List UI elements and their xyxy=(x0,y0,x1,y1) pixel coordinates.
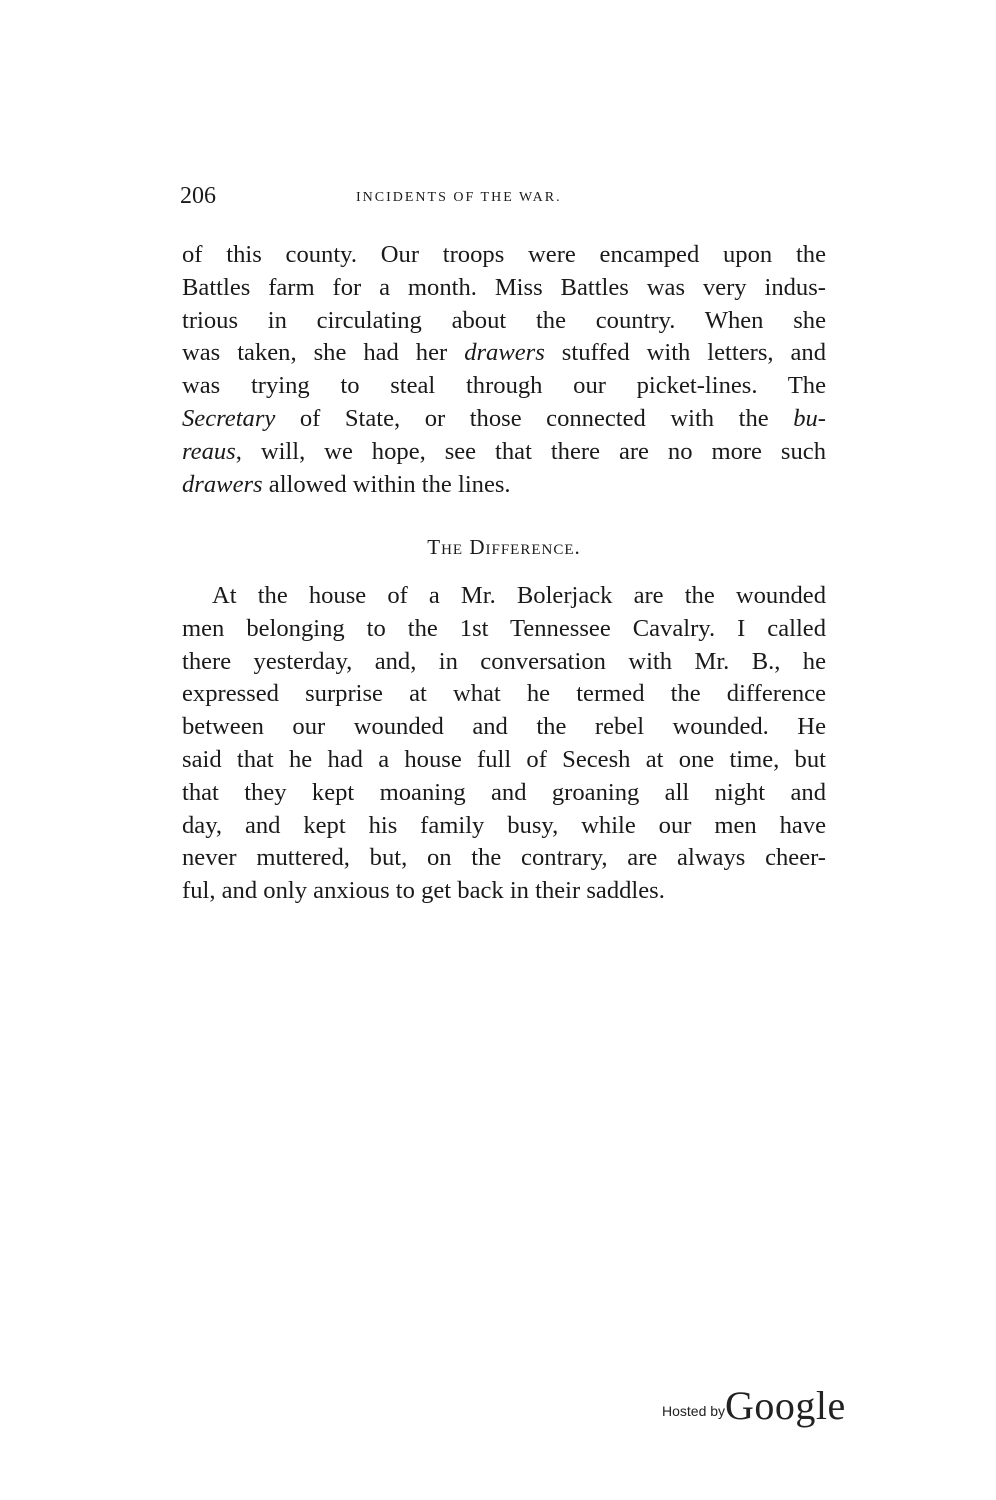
text-line: said that he had a house full of Secesh at one time, but xyxy=(182,745,826,773)
text-line: never muttered, but, on the contrary, are always cheer- xyxy=(182,844,826,872)
text-line: between our wounded and the rebel wounded. He xyxy=(182,713,826,741)
text-line: that they kept moaning and groaning all night and xyxy=(182,778,826,806)
page-header xyxy=(180,183,825,215)
section-heading: The Difference. xyxy=(427,535,581,559)
text-line: Secretary of State, or those connected with the bu- xyxy=(182,404,826,432)
text-line: of this county. Our troops were encamped upon the xyxy=(182,241,826,268)
paragraph-2 xyxy=(182,580,826,908)
text-line: drawers allowed within the lines. xyxy=(182,470,511,498)
text-line: reaus, will, we hope, see that there are no more such xyxy=(182,437,826,465)
paragraph-1 xyxy=(182,239,826,501)
text-line: day, and kept his family busy, while our men have xyxy=(182,811,826,839)
text-line: there yesterday, and, in conversation with Mr. B., he xyxy=(182,647,826,675)
hosted-by-label: Hosted by xyxy=(662,1403,726,1419)
text-line: was taken, she had her drawers stuffed with letters, and xyxy=(182,339,827,367)
google-logo: Google xyxy=(725,1383,846,1428)
hosted-by-google-watermark xyxy=(662,1382,846,1429)
text-line: Battles farm for a month. Miss Battles was very indus- xyxy=(182,273,826,301)
text-line: was trying to steal through our picket-lines. The xyxy=(182,372,826,400)
running-head: INCIDENTS OF THE WAR. xyxy=(356,190,562,205)
text-line: trious in circulating about the country. When she xyxy=(182,306,826,334)
text-line: ful, and only anxious to get back in their saddles. xyxy=(182,877,665,905)
text-line: At the house of a Mr. Bolerjack are the wounded xyxy=(212,582,826,609)
page-number: 206 xyxy=(180,183,216,209)
text-line: men belonging to the 1st Tennessee Cavalry. I called xyxy=(182,614,826,642)
text-line: expressed surprise at what he termed the difference xyxy=(182,680,826,708)
